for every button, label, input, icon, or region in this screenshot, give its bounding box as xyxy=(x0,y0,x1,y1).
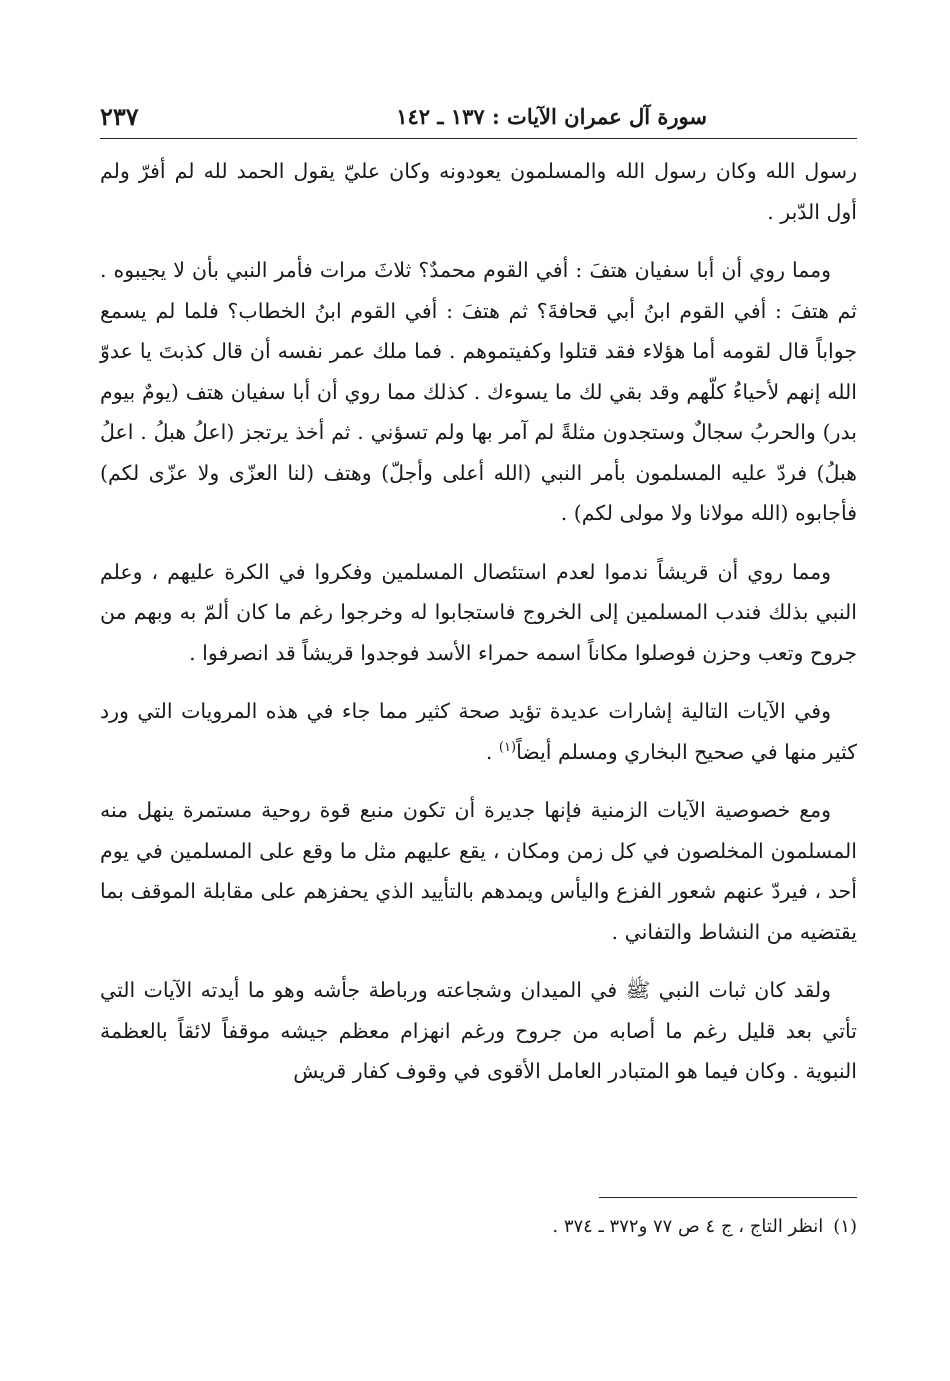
paragraph xyxy=(100,691,857,772)
paragraph xyxy=(100,970,857,1092)
footnote-text: انظر التاج ، ج ٤ ص ٧٧ و٣٧٢ ـ ٣٧٤ . xyxy=(552,1216,824,1237)
paragraph-text: رسول الله وكان رسول الله والمسلمون يعودونه وكان عليّ يقول الحمد لله لم أفرّ ولم أول الدّبر . xyxy=(100,159,857,224)
paragraph xyxy=(100,552,857,674)
paragraph-text: وفي الآيات التالية إشارات عديدة تؤيد صحة كثير مما جاء في هذه المرويات التي ورد كثير منها في صحيح البخاري ومسلم أيضاً xyxy=(100,699,857,764)
paragraph xyxy=(100,250,857,534)
running-title: سورة آل عمران الآيات : ١٣٧ ـ ١٤٢ xyxy=(396,104,707,129)
footnote-marker: (١) xyxy=(833,1216,857,1237)
page-number: ٢٣٧ xyxy=(100,102,139,131)
paragraph xyxy=(100,790,857,952)
page-body xyxy=(100,151,857,1092)
paragraph xyxy=(100,151,857,232)
page xyxy=(100,98,857,1110)
paragraph-text: ولقد كان ثبات النبي ﷺ في الميدان وشجاعته ورباطة جأشه وهو ما أيدته الآيات التي تأتي بعد قليل رغم ما أصابه من جروح ورغم انهزام معظم جيشه موقفاً لائقاً بالعظمة النبوية . وكان فيما هو المتبادر العامل الأقوى في وقوف كفار قريش xyxy=(100,978,857,1083)
paragraph-text-end: . xyxy=(485,739,499,764)
paragraph-text: ومما روي أن أبا سفيان هتفَ : أفي القوم محمدٌ؟ ثلاثَ مرات فأمر النبي بأن لا يجيبوه . ثم هتفَ : أفي القوم ابنُ أبي قحافةَ؟ ثم هتفَ : أفي القوم ابنُ الخطاب؟ فلما لم يسمع جواباً قال لقومه أما هؤلاء فقد قتلوا وكفيتموهم . فما ملك عمر نفسه أن قال كذبتَ يا عدوّ الله إنهم لأحياءُ كلّهم وقد بقي لك ما يسوءك . كذلك مما روي أن أبا سفيان هتف (يومٌ بيوم بدر) والحربُ سجالٌ وستجدون مثلةً لم آمر بها ولم تسؤني . ثم أخذ يرتجز (اعلُ هبلُ . اعلُ هبلُ) فردّ عليه المسلمون بأمر النبي (الله أعلى وأجلّ) وهتف (لنا العزّى ولا عزّى لكم) فأجابوه (الله مولانا ولا مولى لكم) . xyxy=(100,258,857,525)
paragraph-text: ومع خصوصية الآيات الزمنية فإنها جديرة أن تكون منبع قوة روحية مستمرة ينهل منه المسلمون المخلصون في كل زمن ومكان ، يقع عليهم مثل ما وقع على المسلمين في يوم أحد ، فيردّ عنهم شعور الفزع واليأس ويمدهم بالتأييد الذي يحفزهم على مقابلة الموقف بما يقتضيه من النشاط والتفاني . xyxy=(100,798,857,944)
footnote-reference[interactable]: (١) xyxy=(498,739,517,755)
footnote-separator-line xyxy=(599,1197,857,1198)
paragraph-text: ومما روي أن قريشاً ندموا لعدم استئصال المسلمين وفكروا في الكرة عليهم ، وعلم النبي بذلك فندب المسلمين إلى الخروج فاستجابوا له وخرجوا رغم ما كان ألمّ به وبهم من جروح وتعب وحزن فوصلوا مكاناً اسمه حمراء الأسد فوجدوا قريشاً قد انصرفوا . xyxy=(100,559,857,665)
page-header xyxy=(100,98,857,139)
footnote xyxy=(100,1212,857,1242)
